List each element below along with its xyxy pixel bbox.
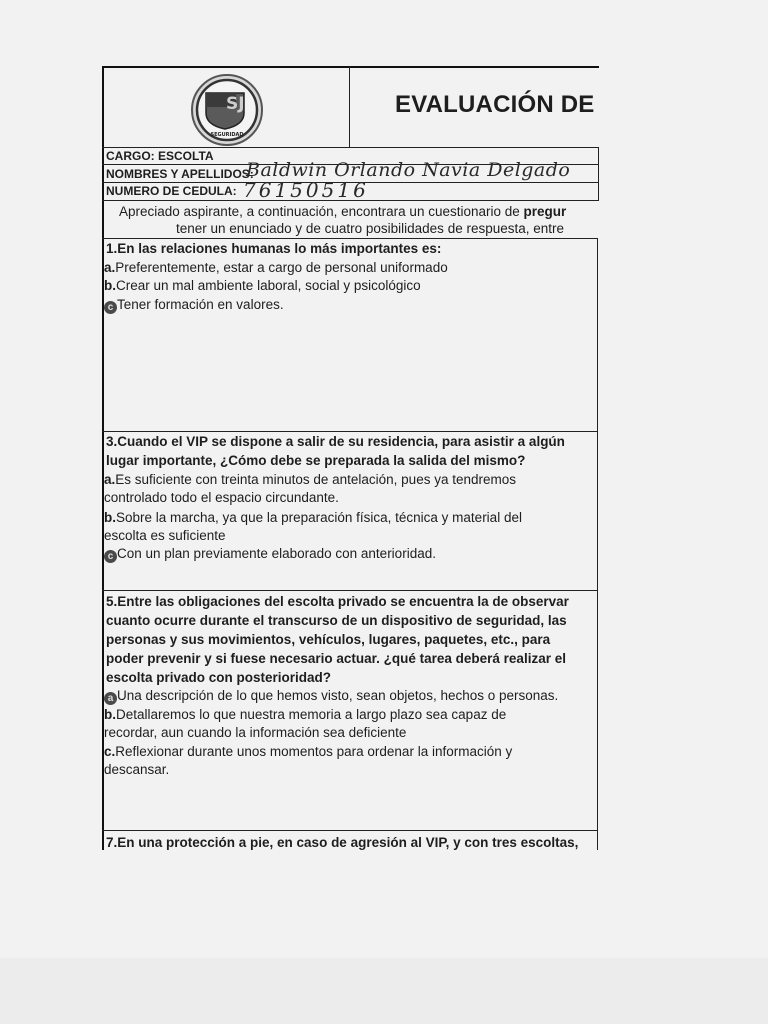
option-letter: a.	[104, 472, 116, 487]
question-1-option-c	[104, 296, 584, 315]
row-line	[102, 238, 598, 239]
table-top-border	[102, 66, 599, 68]
logo-letters: SJ	[226, 94, 245, 114]
intro-line-1	[119, 204, 566, 219]
questions-right-border	[597, 238, 598, 850]
option-letter: a.	[104, 260, 116, 275]
question-5-option-a	[104, 687, 584, 706]
logo-caption: SEGURIDAD	[210, 132, 244, 138]
shield-logo-icon	[190, 73, 264, 147]
selected-answer-mark: c	[104, 301, 117, 314]
row-line	[102, 830, 598, 831]
scan-bottom-margin	[0, 958, 768, 1024]
question-5-option-c-cont: descansar.	[104, 762, 170, 777]
intro-line-2: tener un enunciado y de cuatro posibilidades de respuesta, entre	[176, 221, 565, 236]
option-text: Con un plan previamente elaborado con anterioridad.	[117, 546, 436, 561]
option-text: Detallaremos lo que nuestra memoria a largo plazo sea capaz de	[116, 707, 507, 722]
option-text: Una descripción de lo que hemos visto, sean objetos, hechos o personas.	[117, 688, 559, 703]
option-text: Es suficiente con treinta minutos de antelación, pues ya tendremos	[115, 472, 516, 487]
cargo-field: CARGO: ESCOLTA	[106, 149, 214, 163]
question-5-title-line-1: 5.Entre las obligaciones del escolta privado se encuentra la de observar	[106, 594, 569, 609]
row-line	[102, 147, 599, 148]
question-5-option-c	[104, 743, 584, 762]
option-text: Reflexionar durante unos momentos para ordenar la información y	[115, 744, 513, 759]
option-text: Crear un mal ambiente laboral, social y psicológico	[116, 278, 421, 293]
question-5-option-b	[104, 706, 584, 725]
intro-text: Apreciado aspirante, a continuación, encontrara un cuestionario de	[119, 204, 524, 219]
intro-bold-text: pregur	[523, 204, 567, 219]
question-1-option-a	[104, 259, 584, 278]
option-letter: b.	[104, 707, 116, 722]
option-text: Preferentemente, estar a cargo de personal uniformado	[115, 260, 448, 275]
question-5-title-line-5: escolta privado con posterioridad?	[106, 670, 332, 685]
company-logo	[190, 73, 264, 147]
evaluation-title: EVALUACIÓN DE	[395, 91, 595, 118]
question-3-title-line-2: lugar importante, ¿Cómo debe se preparada la salida del mismo?	[106, 453, 526, 468]
question-3-option-a	[104, 471, 584, 490]
question-3-option-a-cont: controlado todo el espacio circundante.	[104, 490, 339, 505]
header-divider	[349, 66, 350, 147]
question-1-option-b	[104, 277, 584, 296]
question-5-option-b-cont: recordar, aun cuando la información sea deficiente	[104, 725, 407, 740]
nombres-label: NOMBRES Y APELLIDOS:	[106, 167, 254, 181]
row-line	[102, 431, 598, 432]
fields-right-border	[598, 147, 599, 200]
question-5-title-line-3: personas y sus movimientos, vehículos, lugares, paquetes, etc., para	[106, 632, 551, 647]
option-letter: c.	[104, 744, 116, 759]
question-1-title: 1.En las relaciones humanas lo más importantes es:	[106, 241, 442, 256]
question-7-title: 7.En una protección a pie, en caso de agresión al VIP, y con tres escoltas,	[106, 835, 579, 850]
option-letter: b.	[104, 510, 116, 525]
question-3-option-c	[104, 545, 584, 564]
option-text: Sobre la marcha, ya que la preparación física, técnica y material del	[116, 510, 522, 525]
row-line	[102, 590, 598, 591]
question-3-title-line-1: 3.Cuando el VIP se dispone a salir de su residencia, para asistir a algún	[106, 434, 565, 449]
question-3-option-b-cont: escolta es suficiente	[104, 528, 226, 543]
nombres-handwritten-value: Baldwin Orlando Navia Delgado	[246, 159, 571, 181]
question-3-option-b	[104, 509, 584, 528]
selected-answer-mark: a	[104, 692, 117, 705]
cedula-handwritten-value: 76150516	[243, 178, 369, 202]
question-5-title-line-4: poder prevenir y si fuese necesario actuar. ¿qué tarea deberá realizar el	[106, 651, 566, 666]
selected-answer-mark: c	[104, 550, 117, 563]
question-5-title-line-2: cuanto ocurre durante el transcurso de un dispositivo de seguridad, las	[106, 613, 567, 628]
option-letter: b.	[104, 278, 116, 293]
cedula-label: NUMERO DE CEDULA:	[106, 184, 237, 198]
option-text: Tener formación en valores.	[117, 297, 284, 312]
